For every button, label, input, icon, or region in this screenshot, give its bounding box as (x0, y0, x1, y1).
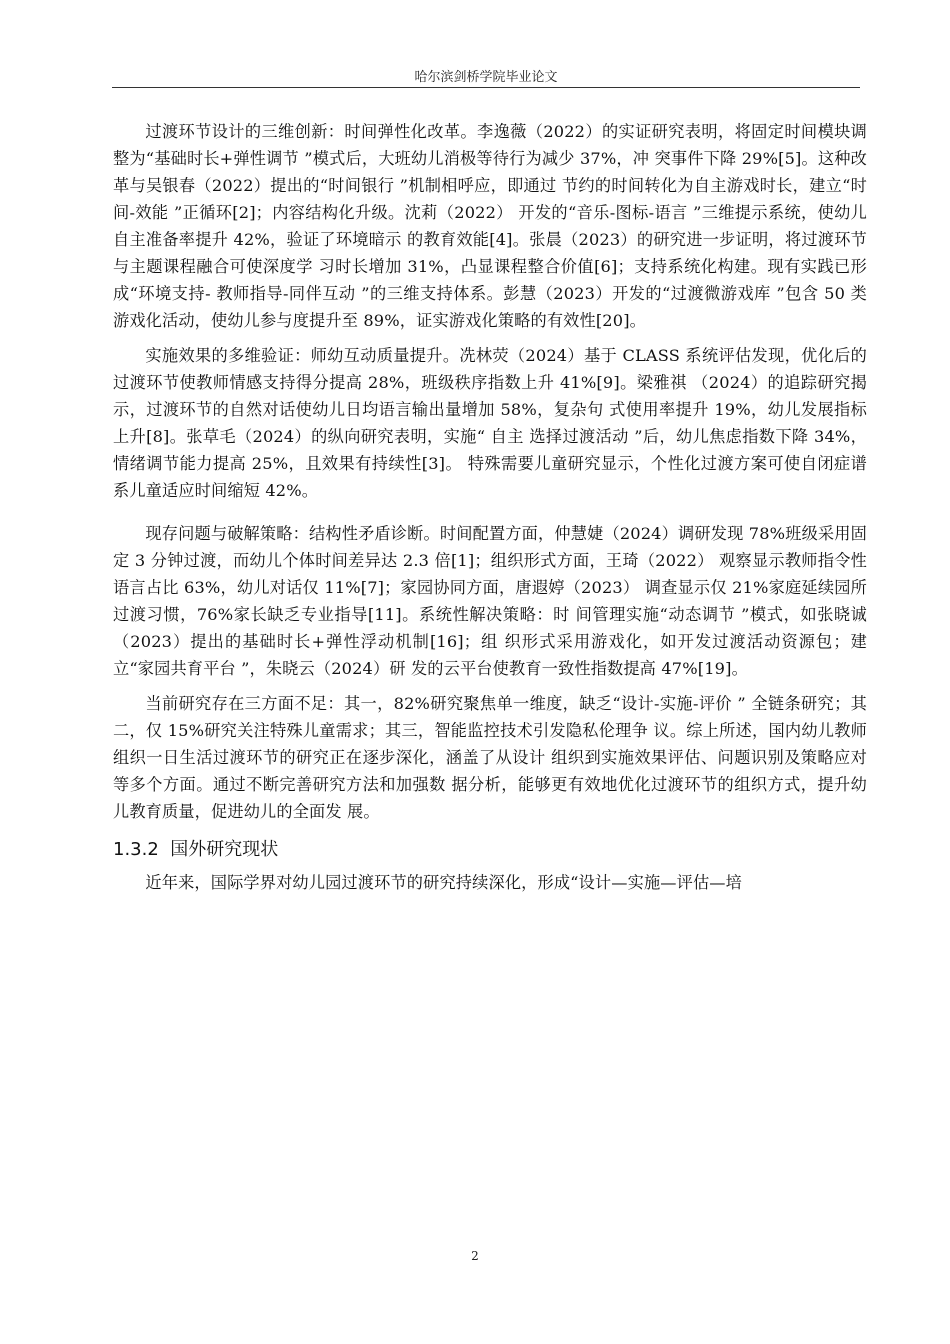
paragraph-problems-strategies: 现存问题与破解策略：结构性矛盾诊断。时间配置方面，仲慧婕（2024）调研发现 78%班级采用固定 3 分钟过渡，而幼儿个体时间差异达 2.3 倍[1]；组织形式方面，王琦（2022） 观察显示教师指令性语言占比 63%，幼儿对话仅 11%[7]；家园协同方面，唐遐婷（2023） 调查显示仅 21%家庭延续园所过渡习惯，76%家长缺乏专业指导[11]。系统性解决策略：时 间管理实施“动态调节 ”模式，如张晓诚（2023）提出的基础时长+弹性浮动机制[16]；组 织形式采用游戏化，如开发过渡活动资源包；建立“家园共育平台 ”，朱晓云（2024）研 发的云平台使教育一致性指数提高 47%[19]。 (113, 524, 867, 678)
page-number: 2 (471, 1249, 479, 1263)
paragraph-foreign-research: 近年来，国际学界对幼儿园过渡环节的研究持续深化，形成“设计—实施—评估—培 (145, 873, 742, 892)
section-title: 国外研究现状 (170, 839, 279, 860)
running-header: 哈尔滨剑桥学院毕业论文 (414, 70, 558, 85)
header-rule (112, 87, 860, 88)
paragraph-transition-design: 过渡环节设计的三维创新：时间弹性化改革。李逸薇（2022）的实证研究表明，将固定时间模块调整为“基础时长+弹性调节 ”模式后，大班幼儿消极等待行为减少 37%，冲 突事件下降 29%[5]。这种改革与吴银春（2022）提出的“时间银行 ”机制相呼应，即通过 节约的时间转化为自主游戏时长，建立“时间-效能 ”正循环[2]；内容结构化升级。沈莉（2022） 开发的“音乐-图标-语言 ”三维提示系统，使幼儿自主准备率提升 42%，验证了环境暗示 的教育效能[4]。张晨（2023）的研究进一步证明，将过渡环节与主题课程融合可使深度学 习时长增加 31%，凸显课程整合价值[6]；支持系统化构建。现有实践已形成“环境支持- 教师指导-同伴互动 ”的三维支持体系。彭慧（2023）开发的“过渡微游戏库 ”包含 50 类 游戏化活动，使幼儿参与度提升至 89%，证实游戏化策略的有效性[20]。 (113, 122, 867, 330)
paragraph-implementation-effects: 实施效果的多维验证：师幼互动质量提升。冼林荧（2024）基于 CLASS 系统评估发现，优化后的过渡环节使教师情感支持得分提高 28%，班级秩序指数上升 41%[9]。梁雅祺 （2024）的追踪研究揭示，过渡环节的自然对话使幼儿日均语言输出量增加 58%，复杂句 式使用率提升 19%，幼儿发展指标上升[8]。张草毛（2024）的纵向研究表明，实施“ 自主 选择过渡活动 ”后，幼儿焦虑指数下降 34%，情绪调节能力提高 25%，且效果有持续性[3]。 特殊需要儿童研究显示，个性化过渡方案可使自闭症谱系儿童适应时间缩短 42%。 (113, 346, 867, 500)
section-number: 1.3.2 (113, 839, 159, 860)
paragraph-research-gaps: 当前研究存在三方面不足：其一，82%研究聚焦单一维度，缺乏“设计-实施-评价 ” 全链条研究；其二，仅 15%研究关注特殊儿童需求；其三，智能监控技术引发隐私伦理争 议。综上所述，国内幼儿教师组织一日生活过渡环节的研究正在逐步深化，涵盖了从设计 组织到实施效果评估、问题识别及策略应对等多个方面。通过不断完善研究方法和加强数 据分析，能够更有效地优化过渡环节的组织方式，提升幼儿教育质量，促进幼儿的全面发 展。 (113, 694, 867, 821)
section-heading (113, 835, 867, 865)
main-body (113, 118, 867, 896)
